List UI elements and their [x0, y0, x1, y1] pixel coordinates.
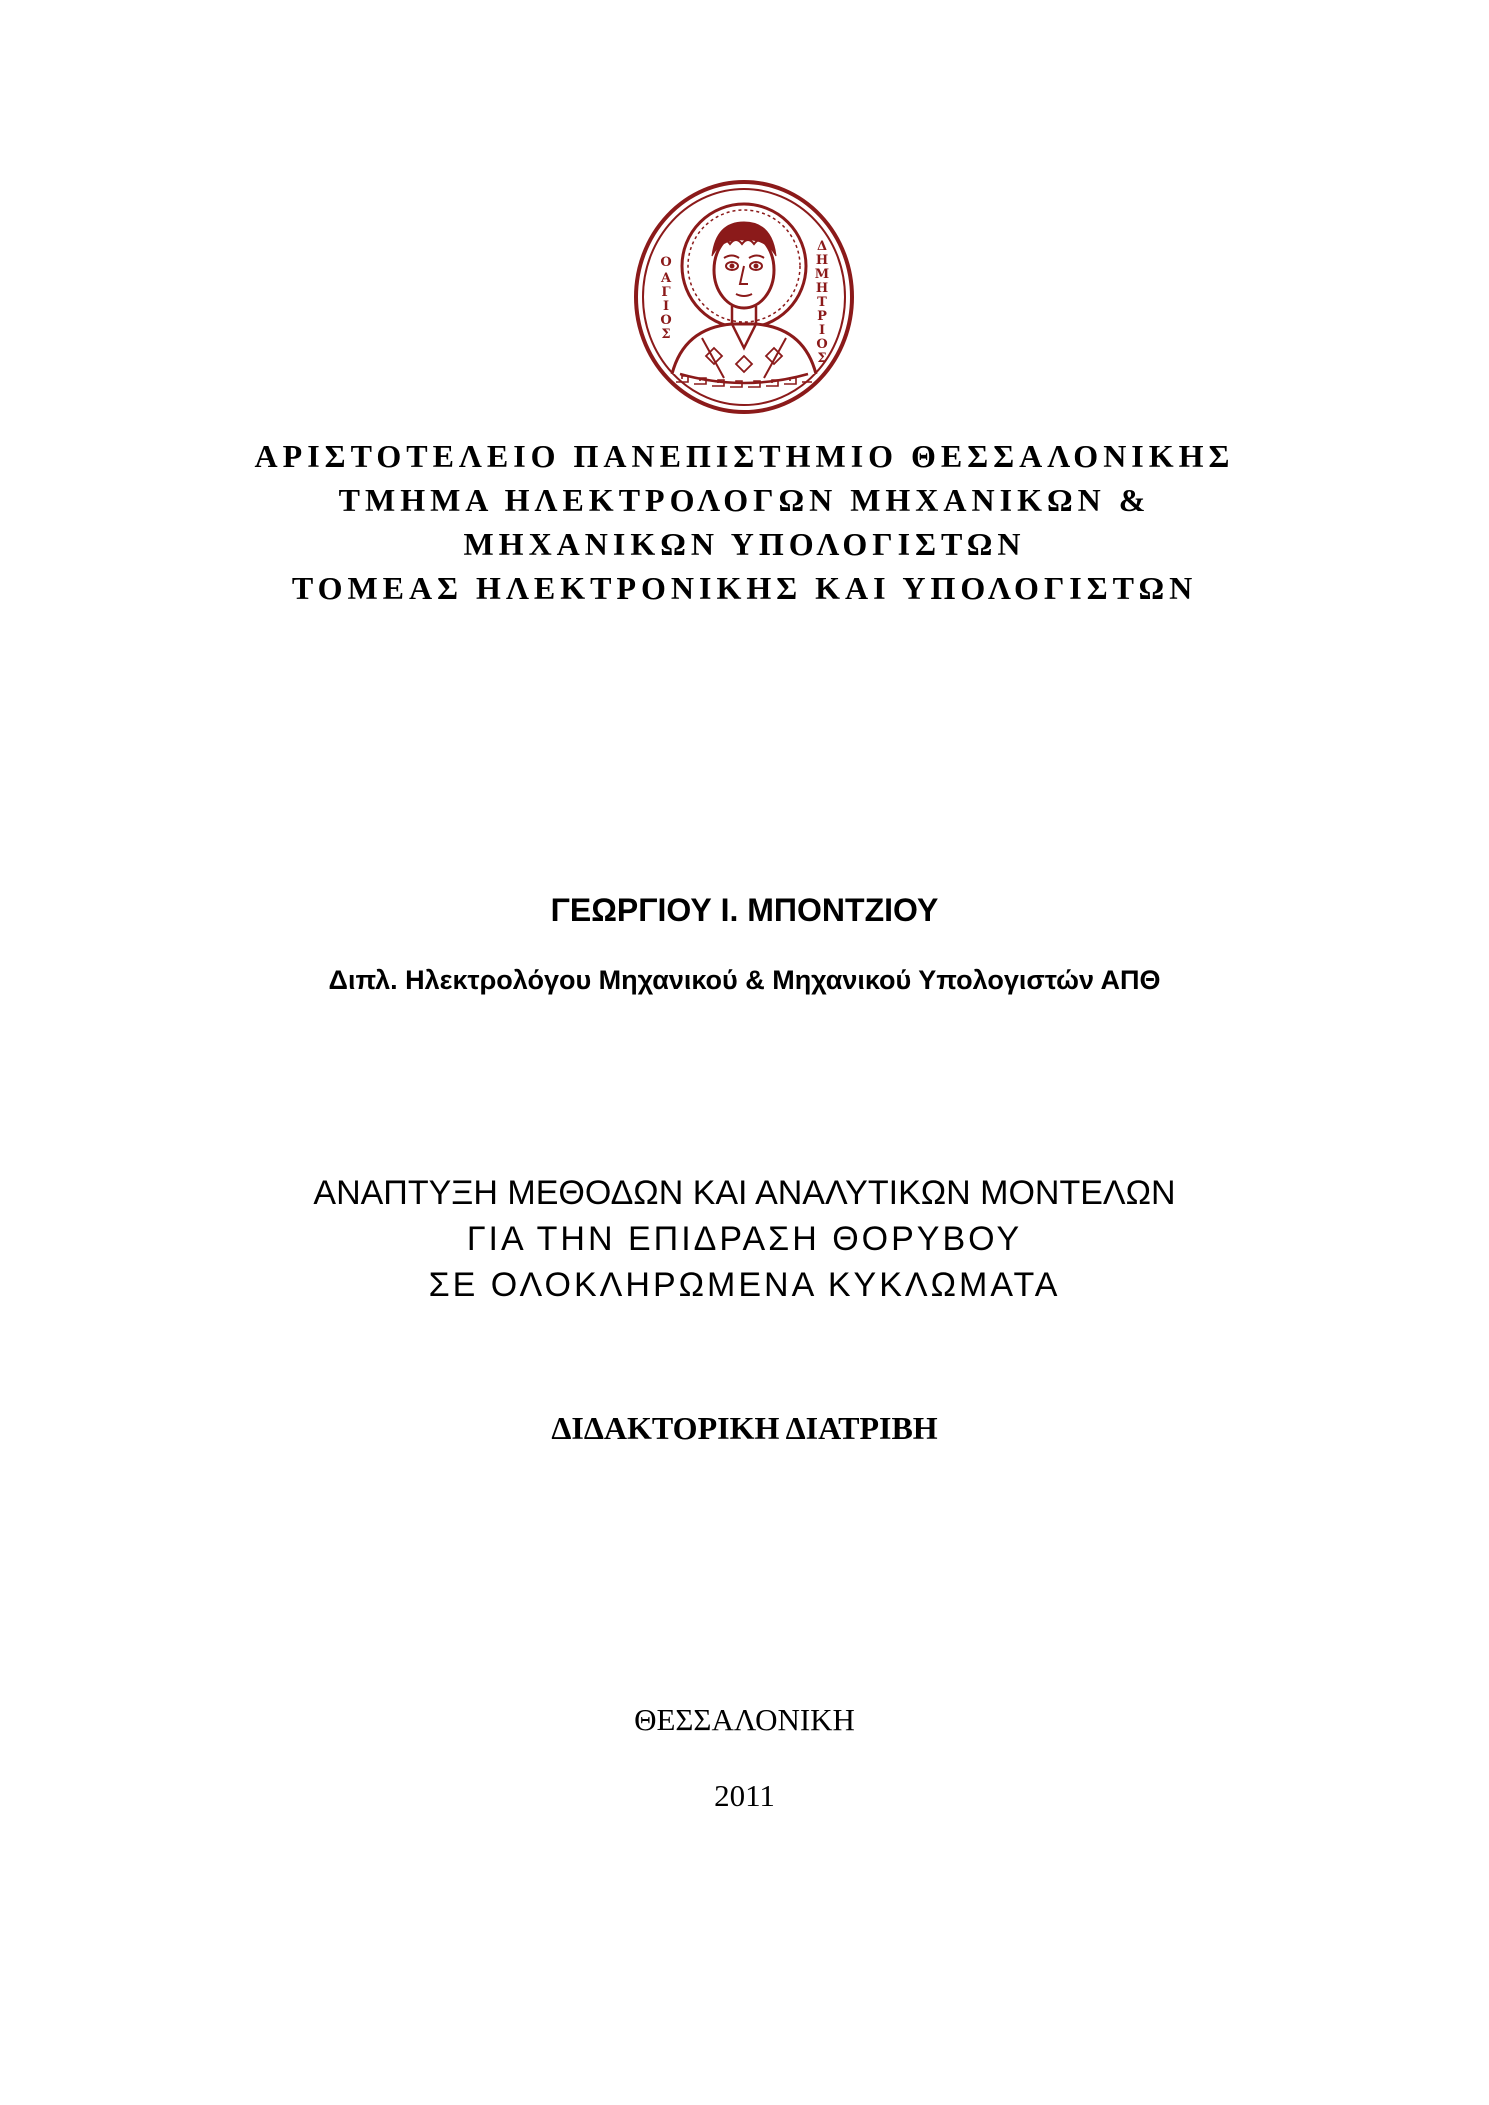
svg-text:Ι: Ι	[662, 299, 670, 314]
svg-text:Τ: Τ	[817, 295, 827, 310]
svg-text:Γ: Γ	[661, 285, 671, 300]
city: ΘΕΣΣΑΛΟΝΙΚΗ	[634, 1702, 855, 1737]
university-name: ΑΡΙΣΤΟΤΕΛΕΙΟ ΠΑΝΕΠΙΣΤΗΜΙΟ ΘΕΣΣΑΛΟΝΙΚΗΣ	[254, 438, 1235, 474]
division-name: ΤΟΜΕΑΣ ΗΛΕΚΤΡΟΝΙΚΗΣ ΚΑΙ ΥΠΟΛΟΓΙΣΤΩΝ	[291, 570, 1198, 606]
svg-text:Ο: Ο	[660, 313, 672, 328]
institution-block	[0, 434, 1489, 610]
svg-text:Η: Η	[815, 281, 829, 296]
svg-text:Ρ: Ρ	[817, 309, 827, 324]
svg-text:Σ: Σ	[817, 351, 827, 366]
thesis-title-line2: ΓΙΑ ΤΗΝ ΕΠΙΔΡΑΣΗ ΘΟΡΥΒΟΥ	[466, 1220, 1023, 1258]
svg-text:Σ: Σ	[661, 327, 671, 342]
department-name-line1: ΤΜΗΜΑ ΗΛΕΚΤΡΟΛΟΓΩΝ ΜΗΧΑΝΙΚΩΝ &	[338, 482, 1151, 518]
svg-text:Ο: Ο	[660, 255, 672, 270]
svg-text:Η: Η	[815, 253, 829, 268]
thesis-title-line3: ΣΕ ΟΛΟΚΛΗΡΩΜΕΝΑ ΚΥΚΛΩΜΑΤΑ	[428, 1266, 1061, 1304]
svg-text:Μ: Μ	[814, 267, 830, 282]
thesis-type: ΔΙΔΑΚΤΟΡΙΚΗ ΔΙΑΤΡΙΒΗ	[551, 1410, 938, 1446]
svg-text:Α: Α	[660, 271, 672, 286]
author-name: ΓΕΩΡΓΙΟΥ Ι. ΜΠΟΝΤΖΙΟΥ	[550, 892, 939, 928]
svg-text:Ι: Ι	[818, 323, 826, 338]
year: 2011	[714, 1778, 775, 1813]
author-degree: Διπλ. Ηλεκτρολόγου Μηχανικού & Μηχανικού Υπολογιστών ΑΠΘ	[328, 965, 1161, 995]
aristotle-university-seal-icon	[632, 178, 856, 416]
thesis-title-line1: ΑΝΑΠΤΥΞΗ ΜΕΘΟΔΩΝ ΚΑΙ ΑΝΑΛΥΤΙΚΩΝ ΜΟΝΤΕΛΩΝ	[313, 1174, 1176, 1212]
thesis-title	[0, 1170, 1489, 1308]
svg-text:Δ: Δ	[816, 239, 828, 254]
department-name-line2: ΜΗΧΑΝΙΚΩΝ ΥΠΟΛΟΓΙΣΤΩΝ	[463, 526, 1026, 562]
svg-text:Ο: Ο	[816, 337, 828, 352]
